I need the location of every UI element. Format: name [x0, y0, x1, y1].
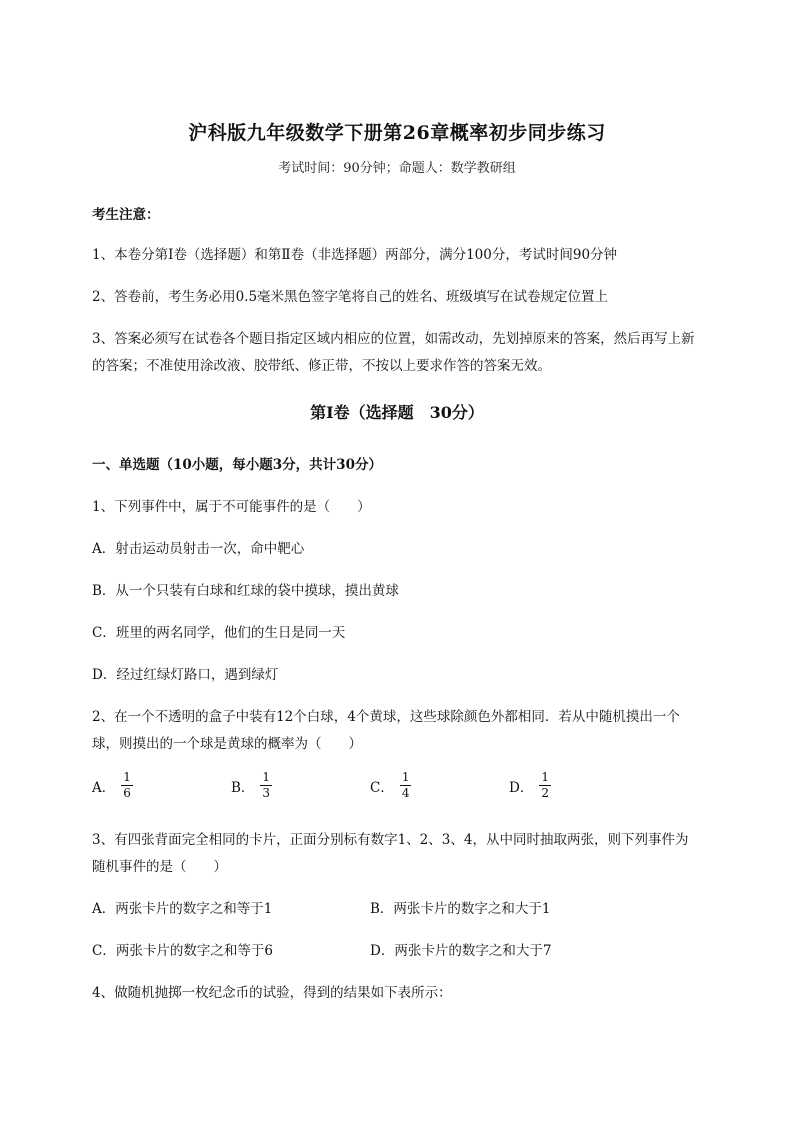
notice-item-2: 2、答卷前，考生务必用0.5毫米黑色签字笔将自己的姓名、班级填写在试卷规定位置上	[92, 289, 609, 305]
notice-item-3: 3、答案必须写在试卷各个题目指定区域内相应的位置，如需改动，先划掉原来的答案，然后再写上新	[92, 331, 695, 347]
q1-option-a: A．射击运动员射击一次，命中靶心	[92, 541, 305, 557]
q3-option-c: C．两张卡片的数字之和等于6	[92, 943, 273, 959]
q2-stem-line2: 球，则摸出的一个球是黄球的概率为（ ）	[92, 736, 362, 752]
q1-option-c: C．班里的两名同学，他们的生日是同一天	[92, 625, 346, 641]
fraction-numerator: 1	[401, 770, 410, 784]
notice-item-1: 1、本卷分第I卷（选择题）和第Ⅱ卷（非选择题）两部分，满分100分，考试时间90分钟	[92, 247, 618, 263]
q2-option-c	[370, 770, 411, 801]
q2-option-d-fraction	[539, 770, 551, 801]
fraction-numerator: 1	[541, 770, 549, 784]
fraction-denominator: 2	[541, 786, 549, 800]
q1-option-b: B．从一个只装有白球和红球的袋中摸球，摸出黄球	[92, 583, 399, 599]
notice-item-3-cont: 的答案；不准使用涂改液、胶带纸、修正带，不按以上要求作答的答案无效。	[92, 358, 551, 374]
fraction-numerator: 1	[123, 770, 131, 784]
fraction-numerator: 1	[262, 770, 271, 784]
exam-info: 考试时间：90分钟；命题人：数学教研组	[278, 161, 516, 176]
q2-option-b-fraction	[260, 770, 272, 801]
q2-option-d-label: D．	[509, 779, 534, 796]
q4-stem: 4、做随机抛掷一枚纪念币的试验，得到的结果如下表所示：	[92, 985, 452, 1001]
q2-option-b-label: B．	[231, 779, 255, 796]
part-heading: 一、单选题（10小题，每小题3分，共计30分）	[92, 457, 382, 473]
q3-stem-line2: 随机事件的是（ ）	[92, 859, 227, 875]
q2-option-c-label: C．	[370, 779, 394, 796]
notice-heading: 考生注意：	[92, 207, 160, 223]
q2-option-c-fraction	[400, 770, 412, 801]
q3-option-a: A．两张卡片的数字之和等于1	[92, 901, 273, 917]
q2-option-a-fraction	[121, 770, 133, 801]
fraction-denominator: 6	[123, 786, 131, 800]
q2-option-d	[509, 770, 551, 801]
page-title: 沪科版九年级数学下册第26章概率初步同步练习	[188, 122, 606, 144]
q2-option-a	[92, 770, 133, 801]
q3-option-b: B．两张卡片的数字之和大于1	[370, 901, 551, 917]
q2-option-b	[231, 770, 272, 801]
q2-option-a-label: A．	[92, 779, 116, 796]
q1-option-d: D．经过红绿灯路口，遇到绿灯	[92, 667, 279, 683]
q1-stem: 1、下列事件中，属于不可能事件的是（ ）	[92, 499, 371, 515]
fraction-denominator: 3	[262, 786, 271, 800]
q3-option-d: D．两张卡片的数字之和大于7	[370, 943, 552, 959]
section-title: 第I卷（选择题 30分）	[310, 403, 484, 422]
q3-stem-line1: 3、有四张背面完全相同的卡片，正面分别标有数字1、2、3、4，从中同时抽取两张，则下列事件为	[92, 832, 689, 848]
q2-stem-line1: 2、在一个不透明的盒子中装有12个白球，4个黄球，这些球除颜色外都相同．若从中随机摸出一个	[92, 709, 680, 725]
fraction-denominator: 4	[401, 786, 410, 800]
